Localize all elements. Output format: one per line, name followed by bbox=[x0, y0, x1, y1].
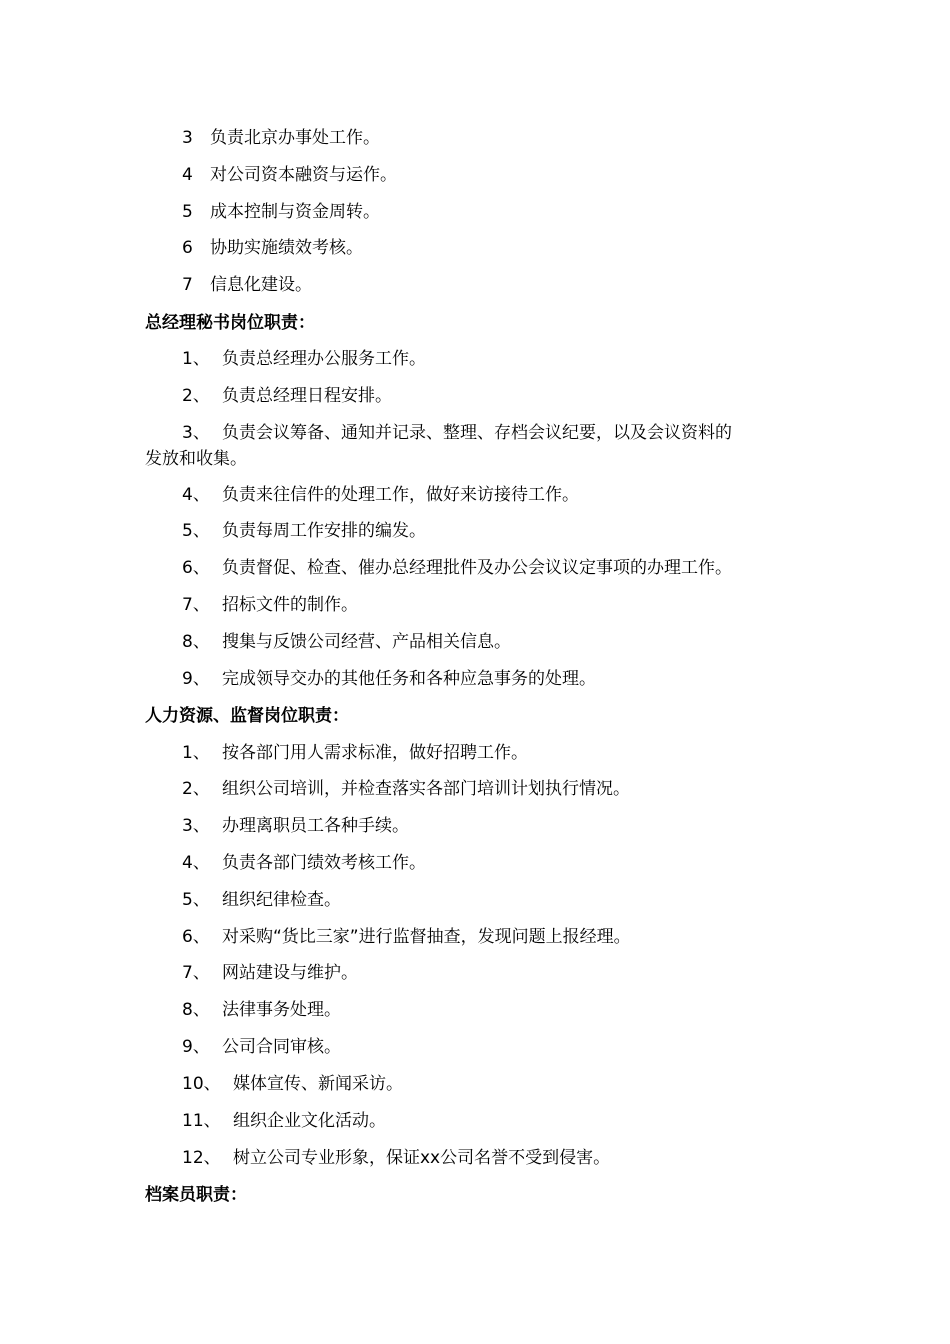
item-text: 网站建设与维护。 bbox=[222, 963, 358, 983]
item-number: 3 bbox=[182, 128, 193, 148]
item-text: 公司合同审核。 bbox=[222, 1037, 341, 1057]
item-number: 2、 bbox=[182, 386, 210, 406]
item-number: 4 bbox=[182, 165, 193, 185]
item-number: 1、 bbox=[182, 349, 210, 369]
list-item bbox=[182, 999, 341, 1021]
item-number: 5、 bbox=[182, 890, 210, 910]
list-item bbox=[182, 742, 528, 764]
item-text: 协助实施绩效考核。 bbox=[210, 238, 363, 258]
item-number: 6、 bbox=[182, 927, 210, 947]
item-number: 7、 bbox=[182, 595, 210, 615]
item-text: 搜集与反馈公司经营、产品相关信息。 bbox=[222, 632, 511, 652]
item-text: 对公司资本融资与运作。 bbox=[210, 165, 397, 185]
item-text-continuation: 发放和收集。 bbox=[145, 449, 247, 469]
item-text: 对采购“货比三家”进行监督抽查，发现问题上报经理。 bbox=[222, 927, 631, 947]
list-item bbox=[182, 520, 426, 542]
item-text: 信息化建设。 bbox=[210, 275, 312, 295]
list-item bbox=[182, 631, 511, 653]
list-item bbox=[182, 889, 341, 911]
list-item bbox=[182, 201, 380, 223]
item-text: 招标文件的制作。 bbox=[222, 595, 358, 615]
list-item bbox=[182, 422, 732, 444]
item-text: 办理离职员工各种手续。 bbox=[222, 816, 409, 836]
item-number: 12、 bbox=[182, 1148, 221, 1168]
list-item bbox=[182, 237, 363, 259]
item-text: 组织纪律检查。 bbox=[222, 890, 341, 910]
item-text: 树立公司专业形象，保证xx公司名誉不受到侵害。 bbox=[233, 1148, 611, 1168]
list-item bbox=[182, 348, 426, 370]
section-heading: 档案员职责： bbox=[145, 1185, 247, 1205]
item-text: 按各部门用人需求标准，做好招聘工作。 bbox=[222, 743, 528, 763]
item-text: 媒体宣传、新闻采访。 bbox=[233, 1074, 403, 1094]
list-item bbox=[182, 484, 579, 506]
item-text: 负责督促、检查、催办总经理批件及办公会议议定事项的办理工作。 bbox=[222, 558, 732, 578]
list-item bbox=[182, 852, 426, 874]
item-text: 负责每周工作安排的编发。 bbox=[222, 521, 426, 541]
list-item bbox=[182, 778, 630, 800]
item-number: 9、 bbox=[182, 1037, 210, 1057]
item-number: 10、 bbox=[182, 1074, 221, 1094]
item-number: 4、 bbox=[182, 485, 210, 505]
item-number: 7、 bbox=[182, 963, 210, 983]
list-item bbox=[182, 1147, 610, 1169]
item-number: 3、 bbox=[182, 816, 210, 836]
list-item bbox=[182, 385, 392, 407]
list-item bbox=[182, 127, 380, 149]
item-text: 完成领导交办的其他任务和各种应急事务的处理。 bbox=[222, 669, 596, 689]
item-text: 负责会议筹备、通知并记录、整理、存档会议纪要，以及会议资料的 bbox=[222, 423, 732, 443]
item-number: 11、 bbox=[182, 1111, 221, 1131]
list-item bbox=[182, 164, 397, 186]
item-number: 2、 bbox=[182, 779, 210, 799]
section-heading: 总经理秘书岗位职责： bbox=[145, 313, 315, 333]
section-heading: 人力资源、监督岗位职责： bbox=[145, 706, 349, 726]
item-text: 负责总经理办公服务工作。 bbox=[222, 349, 426, 369]
list-item bbox=[182, 1073, 403, 1095]
item-text: 负责北京办事处工作。 bbox=[210, 128, 380, 148]
item-text: 组织企业文化活动。 bbox=[233, 1111, 386, 1131]
item-number: 6 bbox=[182, 238, 193, 258]
list-item bbox=[182, 926, 631, 948]
item-number: 7 bbox=[182, 275, 193, 295]
list-item bbox=[182, 668, 596, 690]
item-number: 9、 bbox=[182, 669, 210, 689]
list-item bbox=[182, 815, 409, 837]
item-number: 6、 bbox=[182, 558, 210, 578]
item-number: 5、 bbox=[182, 521, 210, 541]
item-number: 8、 bbox=[182, 1000, 210, 1020]
list-item bbox=[182, 1036, 341, 1058]
item-number: 3、 bbox=[182, 423, 210, 443]
list-item bbox=[182, 1110, 386, 1132]
item-text: 负责各部门绩效考核工作。 bbox=[222, 853, 426, 873]
item-text: 法律事务处理。 bbox=[222, 1000, 341, 1020]
item-text: 组织公司培训，并检查落实各部门培训计划执行情况。 bbox=[222, 779, 630, 799]
list-item bbox=[182, 274, 312, 296]
list-item bbox=[182, 594, 358, 616]
item-number: 4、 bbox=[182, 853, 210, 873]
item-number: 5 bbox=[182, 202, 193, 222]
item-text: 成本控制与资金周转。 bbox=[210, 202, 380, 222]
list-item bbox=[182, 962, 358, 984]
item-text: 负责总经理日程安排。 bbox=[222, 386, 392, 406]
item-number: 1、 bbox=[182, 743, 210, 763]
item-text: 负责来往信件的处理工作，做好来访接待工作。 bbox=[222, 485, 579, 505]
item-number: 8、 bbox=[182, 632, 210, 652]
list-item bbox=[182, 557, 732, 579]
